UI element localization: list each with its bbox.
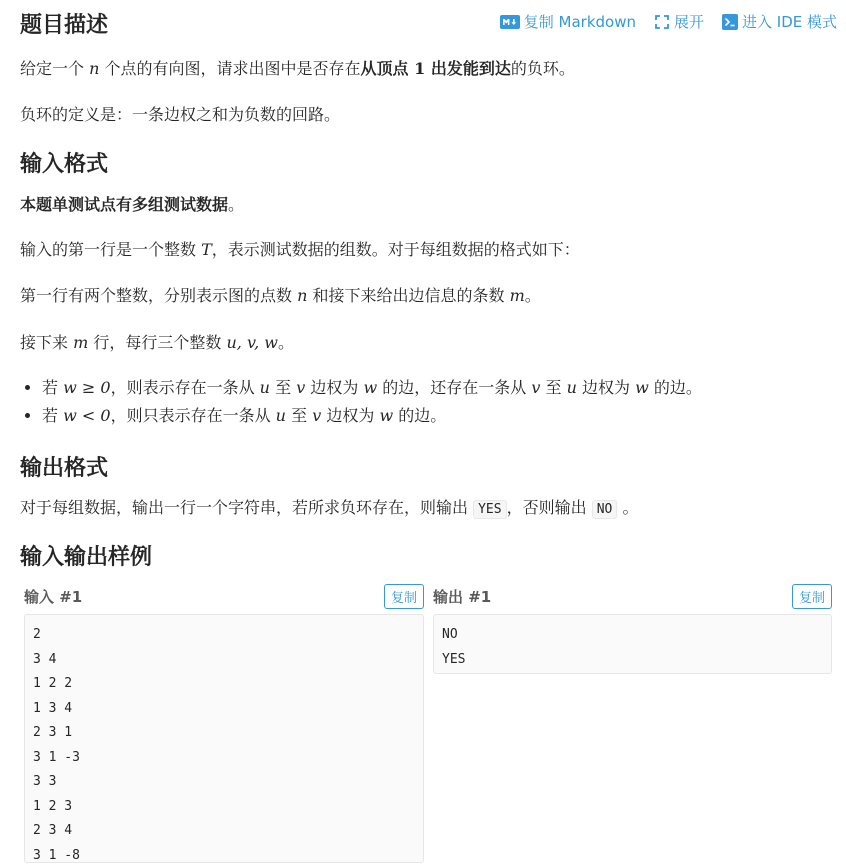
- input-format-line-2: 第一行有两个整数，分别表示图的点数 n 和接下来给出边信息的条数 m。: [20, 284, 541, 308]
- input-format-line-3: 接下来 m 行，每行三个整数 u, v, w。: [20, 331, 294, 355]
- list-item: • 若 w ≥ 0，则表示存在一条从 u 至 v 边权为 w 的边，还存在一条从 v 至 u 边权为 w 的边。: [42, 374, 846, 402]
- code-line: 3 3: [33, 770, 415, 795]
- math-m: m: [73, 333, 88, 352]
- expand-label: 展开: [674, 11, 704, 32]
- code-line: 1 2 3: [33, 795, 415, 820]
- ide-mode-button[interactable]: [722, 11, 837, 32]
- output-format-paragraph: 对于每组数据，输出一行一个字符串，若所求负环存在，则输出 YES ，否则输出 NO 。: [20, 496, 638, 522]
- sample-input-code: [33, 623, 415, 868]
- math-uvw: u, v, w: [226, 333, 277, 352]
- list-item: • 若 w < 0，则只表示存在一条从 u 至 v 边权为 w 的边。: [42, 402, 846, 430]
- code-no: NO: [592, 500, 618, 519]
- math-m: m: [510, 286, 525, 305]
- description-title: 题目描述: [20, 8, 108, 39]
- copy-markdown-label: 复制 Markdown: [524, 11, 636, 32]
- sample-input-label: 输入 #1: [24, 586, 82, 607]
- sample-output-label: 输出 #1: [433, 586, 491, 607]
- code-line: 2 3 1: [33, 721, 415, 746]
- code-line: 3 1 -3: [33, 746, 415, 771]
- terminal-icon: [722, 14, 738, 30]
- markdown-icon: [500, 15, 520, 29]
- description-paragraph-1: [20, 57, 575, 81]
- output-format-title: 输出格式: [20, 451, 108, 482]
- math-n: n: [89, 59, 99, 78]
- copy-input-button[interactable]: 复制: [384, 584, 424, 609]
- sample-output-box[interactable]: [433, 614, 832, 674]
- code-line: NO: [442, 623, 823, 648]
- sample-output-code: [442, 623, 823, 672]
- math-n: n: [297, 286, 307, 305]
- code-line: YES: [442, 648, 823, 673]
- bold-text: 从顶点 1 出发能到达: [361, 59, 511, 78]
- code-line: 1 3 4: [33, 697, 415, 722]
- input-format-note: 本题单测试点有多组测试数据。: [20, 193, 244, 217]
- copy-markdown-button[interactable]: [500, 11, 636, 32]
- input-format-title: 输入格式: [20, 147, 108, 178]
- input-format-line-1: 输入的第一行是一个整数 T，表示测试数据的组数。对于每组数据的格式如下：: [20, 238, 580, 262]
- code-yes: YES: [473, 500, 506, 519]
- ide-mode-label: 进入 IDE 模式: [742, 11, 837, 32]
- text: 的负环。: [511, 59, 575, 78]
- sample-input-box[interactable]: [24, 614, 424, 863]
- description-header: [20, 8, 837, 40]
- math-one: 1: [414, 59, 425, 78]
- bold-note: 本题单测试点有多组测试数据: [20, 195, 228, 214]
- header-actions: [500, 11, 837, 32]
- math-T: T: [201, 240, 212, 259]
- text: 给定一个: [20, 59, 84, 78]
- code-line: 2 3 4: [33, 819, 415, 844]
- samples-title: 输入输出样例: [20, 540, 152, 571]
- description-paragraph-2: 负环的定义是：一条边权之和为负数的回路。: [20, 103, 340, 127]
- expand-button[interactable]: [654, 11, 704, 32]
- sample-output-header: [433, 582, 832, 610]
- code-line: 1 2 2: [33, 672, 415, 697]
- input-format-bullets: [20, 374, 846, 430]
- code-line: 3 4: [33, 648, 415, 673]
- text: 个点的有向图，请求出图中是否存在: [105, 59, 361, 78]
- expand-icon: [654, 14, 670, 30]
- copy-output-button[interactable]: 复制: [792, 584, 832, 609]
- code-line: 2: [33, 623, 415, 648]
- code-line: 3 1 -8: [33, 844, 415, 868]
- sample-input-header: [24, 582, 424, 610]
